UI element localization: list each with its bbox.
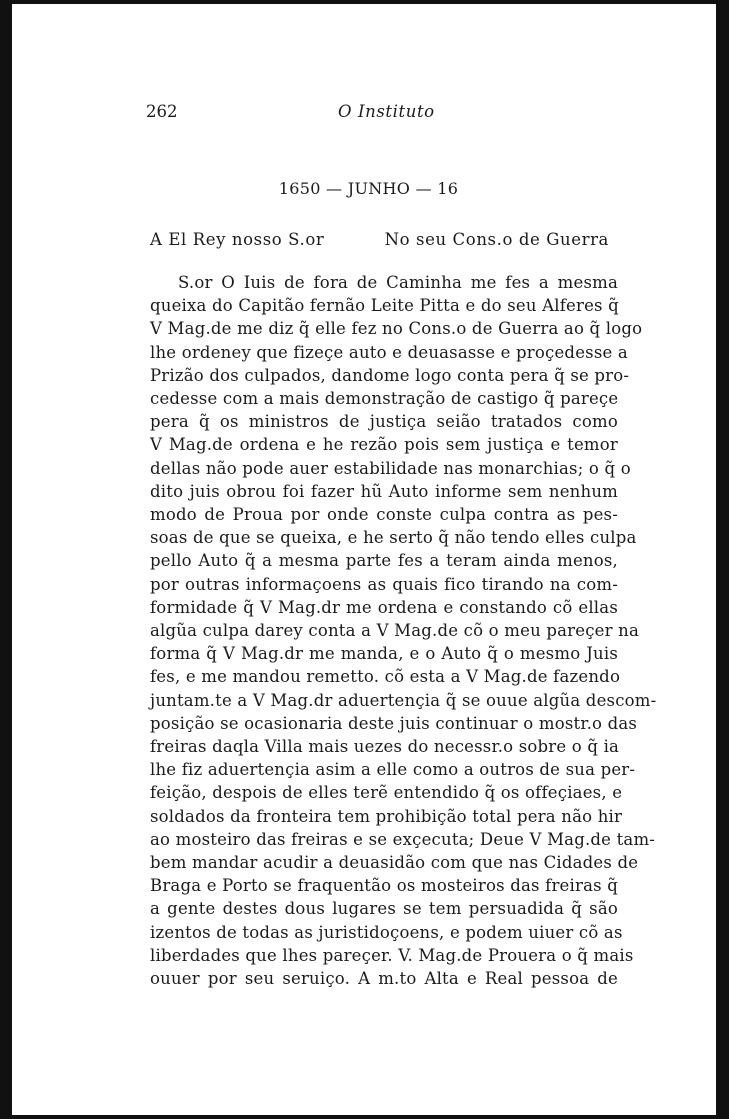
running-head <box>146 102 621 124</box>
page-number: 262 <box>146 102 178 121</box>
text-line: juntam.te a V Mag.dr aduertençia q̃ se ouue algũa descom- <box>150 690 657 710</box>
letter-addressee: A El Rey nosso S.or <box>150 230 325 249</box>
text-line: modo de Proua por onde conste culpa contra as pes- <box>150 505 618 525</box>
text-line: dito juis obrou foi fazer hũ Auto informe sem nenhum <box>150 481 618 501</box>
text-line: algũa culpa darey conta a V Mag.de cõ o meu pareçer na <box>150 621 639 641</box>
text-line: lhe fiz aduertençia asim a elle como a outros de sua per- <box>150 760 636 780</box>
text-line: pera q̃ os ministros de justiça seião tratados como <box>150 412 618 432</box>
council-reference: No seu Cons.o de Guerra <box>384 230 609 249</box>
text-line: forma q̃ V Mag.dr me manda, e o Auto q̃ o mesmo Juis <box>150 644 618 664</box>
text-line: ao mosteiro das freiras e se exçecuta; Deue V Mag.de tam- <box>150 829 656 849</box>
text-line: queixa do Capitão fernão Leite Pitta e do seu Alferes q̃ <box>150 296 619 316</box>
text-line: posição se ocasionaria deste juis continuar o mostr.o das <box>150 713 638 733</box>
text-line: por outras informaçoens as quais fico tirando na com- <box>150 574 618 594</box>
text-line: V Mag.de me diz q̃ elle fez no Cons.o de Guerra ao q̃ logo <box>150 319 643 339</box>
text-line: liberdades que lhes pareçer. V. Mag.de Prouera o q̃ mais <box>150 945 634 965</box>
text-line: izentos de todas as juristidoçoens, e podem uiuer cõ as <box>150 922 623 942</box>
text-line: ouuer por seu seruiço. A m.to Alta e Real pessoa de <box>150 969 618 989</box>
text-line: fes, e me mandou remetto. cõ esta a V Mag.de fazendo <box>150 667 621 687</box>
text-line: a gente destes dous lugares se tem persuadida q̃ são <box>150 899 618 919</box>
letter-date: 1650 — JUNHO — 16 <box>278 179 459 198</box>
text-line: Prizão dos culpados, dandome logo conta pera q̃ se pro- <box>150 365 630 385</box>
text-line: S.or O Iuis de fora de Caminha me fes a mesma <box>178 273 618 292</box>
letter-body <box>150 271 657 990</box>
text-line: lhe ordeney que fizeçe auto e deuasasse e proçedesse a <box>150 342 628 362</box>
text-line: V Mag.de ordena e he rezão pois sem justiça e temor <box>150 435 618 455</box>
text-line: dellas não pode auer estabilidade nas monarchias; o q̃ o <box>150 458 631 478</box>
text-line: soldados da fronteira tem prohibição total pera não hir <box>150 806 623 826</box>
text-line: freiras daqla Villa mais uezes do necessr.o sobre o q̃ ia <box>150 737 620 757</box>
text-line: pello Auto q̃ a mesma parte fes a teram ainda menos, <box>150 551 618 571</box>
text-line: formidade q̃ V Mag.dr me ordena e constando cõ ellas <box>150 597 618 617</box>
text-line: cedesse com a mais demonstração de castigo q̃ pareçe <box>150 389 619 409</box>
journal-title: O Instituto <box>338 102 435 121</box>
text-line: feição, despois de elles terẽ entendido q̃ os offeçiaes, e <box>150 783 623 803</box>
text-line: soas de que se queixa, e he serto q̃ não tendo elles culpa <box>150 528 637 548</box>
text-line: bem mandar acudir a deuasidão com que nas Cidades de <box>150 853 639 873</box>
text-line: Braga e Porto se fraquentão os mosteiros das freiras q̃ <box>150 876 618 896</box>
